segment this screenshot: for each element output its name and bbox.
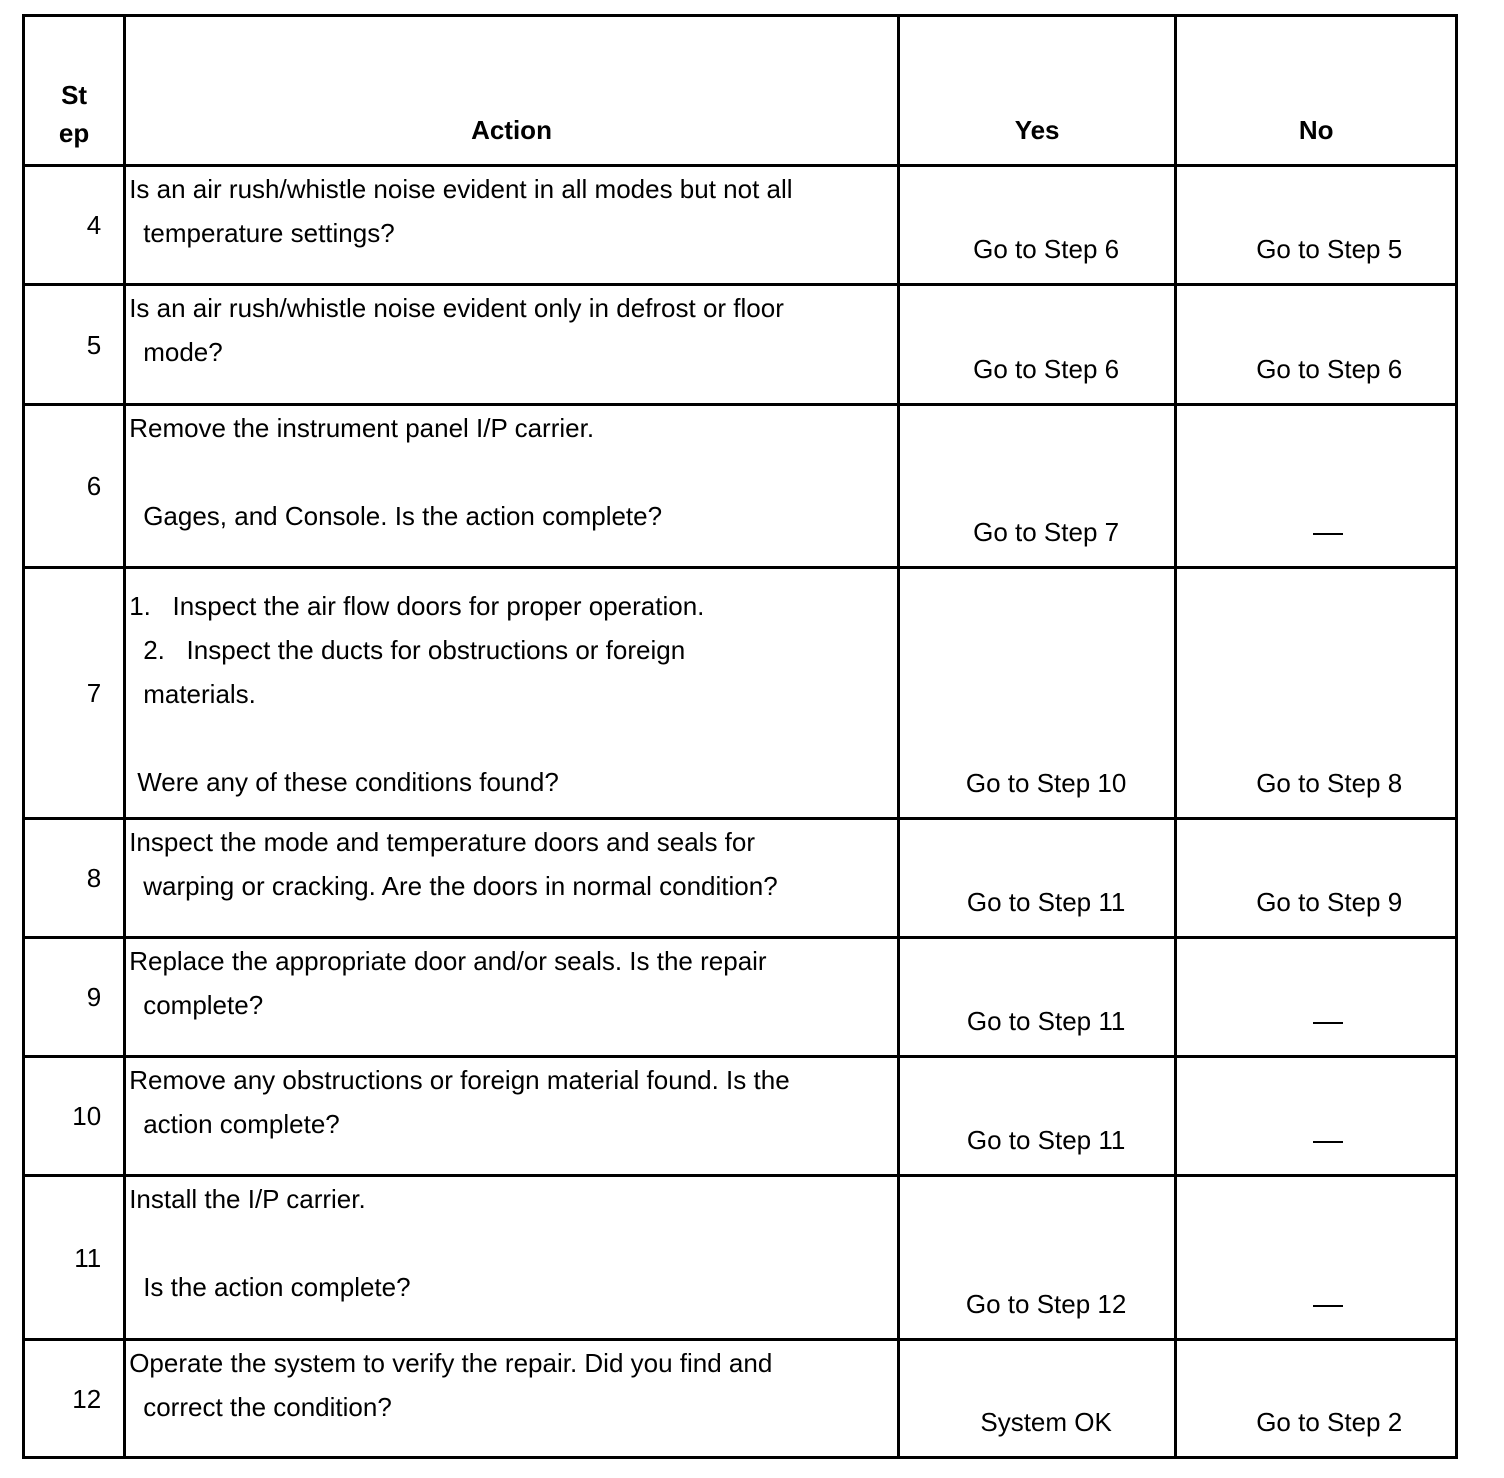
action-line: Inspect the mode and temperature doors and seals for [129,827,756,857]
dash-mark [1313,1305,1343,1307]
step-number: 6 [24,405,125,568]
action-line: mode? [143,337,223,367]
action-line: Install the I/P carrier. [129,1184,366,1214]
yes-cell: Go to Step 11 [898,1057,1176,1176]
action-line: Remove the instrument panel I/P carrier. [129,413,595,443]
table-row [24,166,1457,285]
step-number: 12 [24,1340,125,1458]
action-line: Remove any obstructions or foreign material found. Is the [129,1065,790,1095]
action-cell [125,166,899,285]
yes-cell: System OK [898,1340,1176,1458]
action-line: warping or cracking. Are the doors in normal condition? [143,871,778,901]
action-line: Is the action complete? [143,1272,411,1302]
action-cell [125,819,899,938]
table-row [24,819,1457,938]
action-line: complete? [143,990,264,1020]
action-line: 1. Inspect the air flow doors for proper operation. [129,591,705,621]
step-number: 8 [24,819,125,938]
step-number: 4 [24,166,125,285]
table-row [24,1057,1457,1176]
yes-cell: Go to Step 11 [898,938,1176,1057]
no-cell: Go to Step 5 [1176,166,1457,285]
action-spacer [126,450,897,494]
action-line: Operate the system to verify the repair. Did you find and [129,1348,773,1378]
step-number: 10 [24,1057,125,1176]
action-line: temperature settings? [143,218,395,248]
no-cell [1176,1057,1457,1176]
dash-mark [1313,533,1343,535]
yes-cell: Go to Step 6 [898,166,1176,285]
step-number: 5 [24,285,125,405]
action-cell [125,938,899,1057]
no-cell: Go to Step 6 [1176,285,1457,405]
diagnostic-table [22,14,1458,1459]
action-line: Is an air rush/whistle noise evident only in defrost or floor [129,293,784,323]
action-cell [125,1057,899,1176]
action-line: Were any of these conditions found? [137,767,559,797]
action-spacer [126,716,897,760]
header-row [24,16,1457,166]
dash-mark [1313,1141,1343,1143]
table-row [24,405,1457,568]
action-cell [125,285,899,405]
table-row [24,568,1457,819]
action-line: Replace the appropriate door and/or seals. Is the repair [129,946,767,976]
table-row [24,285,1457,405]
table-row [24,938,1457,1057]
table-row [24,1340,1457,1458]
action-cell [125,1340,899,1458]
no-cell [1176,405,1457,568]
action-line: Gages, and Console. Is the action complete? [143,501,663,531]
header-step: St ep [24,16,125,166]
no-cell: Go to Step 2 [1176,1340,1457,1458]
yes-cell: Go to Step 11 [898,819,1176,938]
action-cell [125,568,899,819]
header-action: Action [125,16,899,166]
no-cell [1176,1176,1457,1340]
yes-cell: Go to Step 7 [898,405,1176,568]
action-line: materials. [143,679,256,709]
action-line: 2. Inspect the ducts for obstructions or foreign [143,635,686,665]
header-no: No [1176,16,1457,166]
action-line: correct the condition? [143,1392,392,1422]
no-cell: Go to Step 9 [1176,819,1457,938]
step-number: 7 [24,568,125,819]
yes-cell: Go to Step 12 [898,1176,1176,1340]
no-cell [1176,938,1457,1057]
table-row [24,1176,1457,1340]
action-cell [125,1176,899,1340]
step-number: 9 [24,938,125,1057]
header-yes: Yes [898,16,1176,166]
yes-cell: Go to Step 10 [898,568,1176,819]
yes-cell: Go to Step 6 [898,285,1176,405]
no-cell: Go to Step 8 [1176,568,1457,819]
action-spacer [126,1221,897,1265]
dash-mark [1313,1022,1343,1024]
step-number: 11 [24,1176,125,1340]
action-cell [125,405,899,568]
action-line: Is an air rush/whistle noise evident in all modes but not all [129,174,793,204]
action-line: action complete? [143,1109,340,1139]
